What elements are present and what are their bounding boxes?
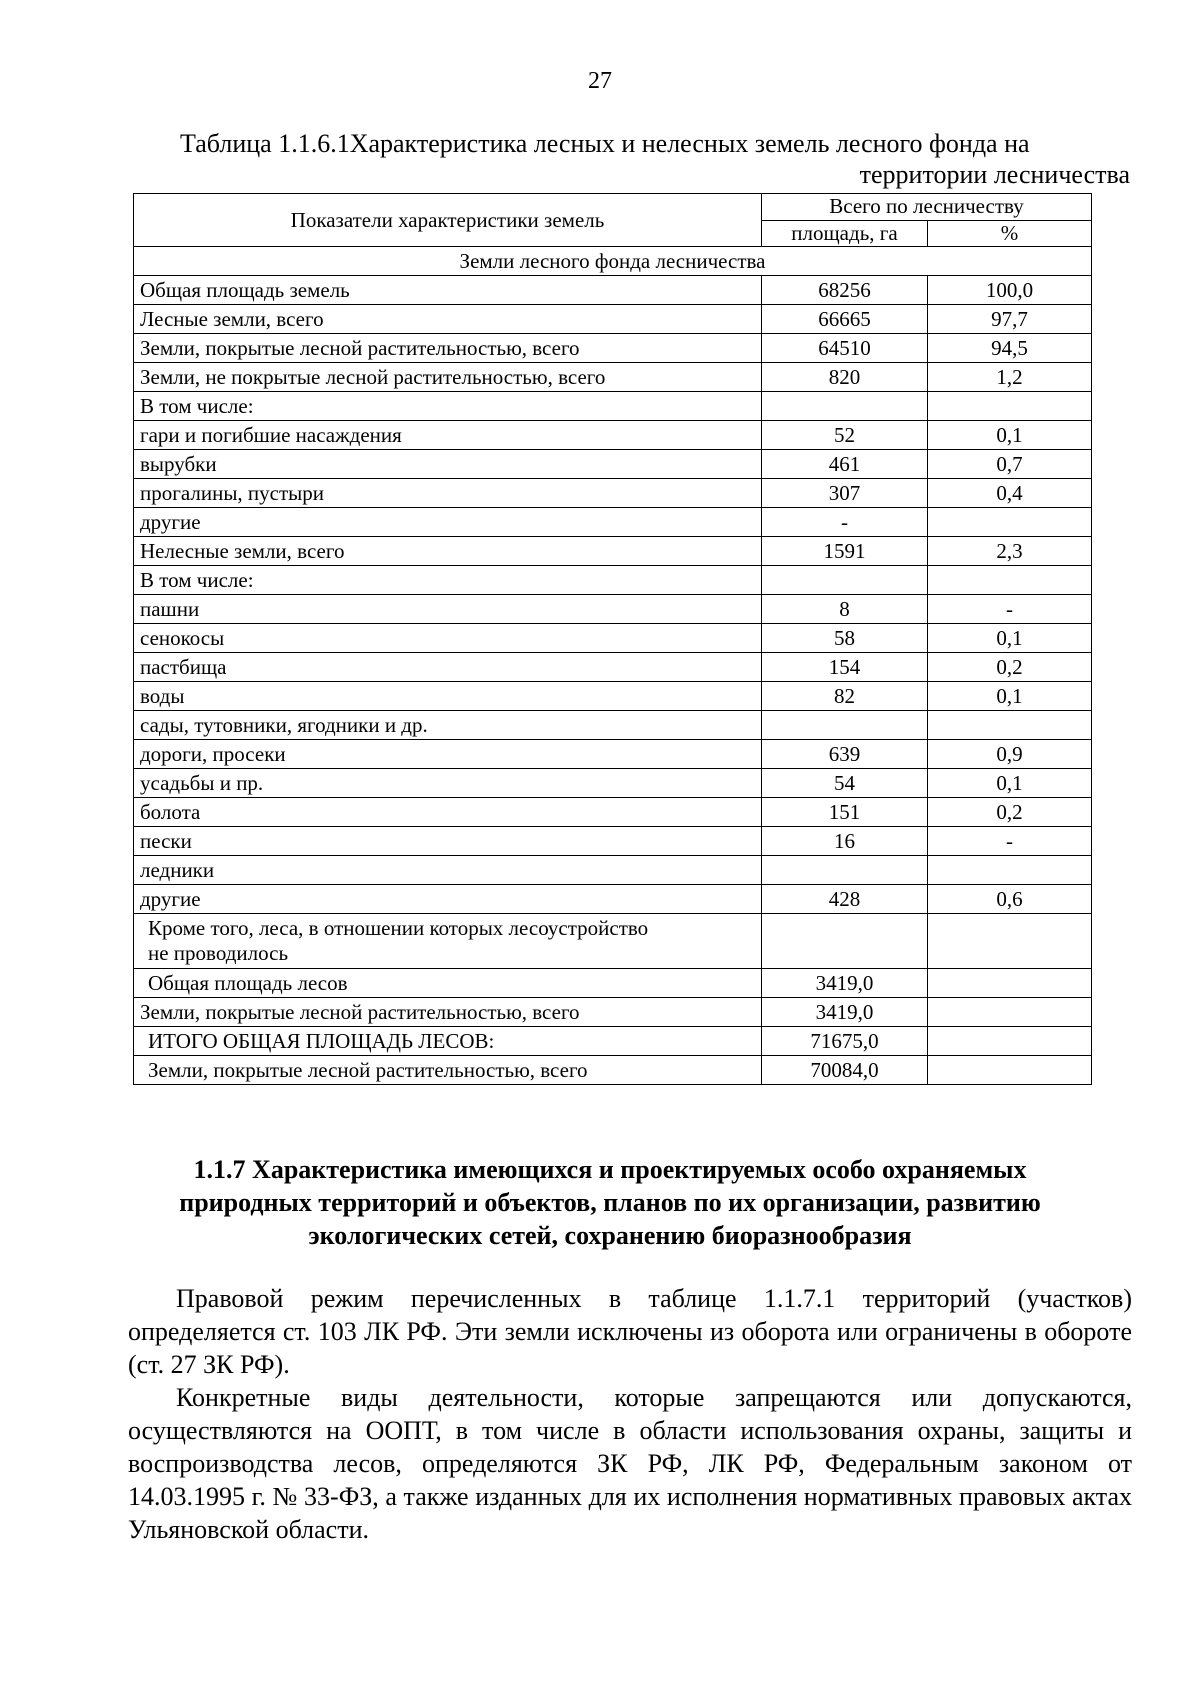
table-extra-row	[134, 998, 1092, 1027]
table-caption	[180, 128, 1130, 190]
row-area: 820	[762, 363, 928, 392]
row-area	[762, 856, 928, 885]
table-row	[134, 769, 1092, 798]
row-label: воды	[134, 682, 762, 711]
table-extra-row	[134, 1027, 1092, 1056]
extra-row-label: ИТОГО ОБЩАЯ ПЛОЩАДЬ ЛЕСОВ:	[134, 1027, 762, 1056]
row-percent: 1,2	[928, 363, 1092, 392]
row-area: 307	[762, 479, 928, 508]
row-label: Земли, покрытые лесной растительностью, всего	[134, 334, 762, 363]
row-area: 52	[762, 421, 928, 450]
table-row	[134, 363, 1092, 392]
extra-row-label: Земли, покрытые лесной растительностью, всего	[134, 998, 762, 1027]
extra-row-percent	[928, 1027, 1092, 1056]
row-label: ледники	[134, 856, 762, 885]
row-percent	[928, 711, 1092, 740]
row-label: вырубки	[134, 450, 762, 479]
row-area	[762, 566, 928, 595]
extra-row-percent	[928, 969, 1092, 998]
table-section-row	[134, 247, 1092, 276]
paragraph-legal-regime: Правовой режим перечисленных в таблице 1.1.7.1 территорий (участков) определяется ст. 103 ЛК РФ. Эти земли исключены из оборота или ограничены в обороте (ст. 27 ЗК РФ).	[128, 1284, 1132, 1379]
extra-row-percent	[928, 1056, 1092, 1085]
land-characteristics-table	[133, 193, 1092, 1085]
row-label: прогалины, пустыри	[134, 479, 762, 508]
table-row	[134, 305, 1092, 334]
table-row	[134, 856, 1092, 885]
row-area: 639	[762, 740, 928, 769]
row-area	[762, 392, 928, 421]
table-extra-row	[134, 1056, 1092, 1085]
row-percent: 0,1	[928, 682, 1092, 711]
note-line1: Кроме того, леса, в отношении которых лесоустройство	[148, 916, 649, 940]
row-label: В том числе:	[134, 566, 762, 595]
row-area: 154	[762, 653, 928, 682]
row-area: 428	[762, 885, 928, 914]
table-header-row	[134, 194, 1092, 221]
extra-row-area: 3419,0	[762, 969, 928, 998]
row-percent: -	[928, 595, 1092, 624]
row-percent: 0,2	[928, 653, 1092, 682]
table-note-row	[134, 914, 1092, 969]
row-percent: 100,0	[928, 276, 1092, 305]
extra-row-label: Земли, покрытые лесной растительностью, всего	[134, 1056, 762, 1085]
row-area: 54	[762, 769, 928, 798]
row-percent: 2,3	[928, 537, 1092, 566]
table-row	[134, 798, 1092, 827]
row-area: -	[762, 508, 928, 537]
row-label: В том числе:	[134, 392, 762, 421]
section-title-line3: экологических сетей, сохранению биоразнообразия	[308, 1221, 912, 1250]
row-percent: 97,7	[928, 305, 1092, 334]
row-area	[762, 711, 928, 740]
row-label: другие	[134, 508, 762, 537]
table-caption-line1: Таблица 1.1.6.1Характеристика лесных и нелесных земель лесного фонда на	[180, 129, 1030, 158]
extra-row-label: Общая площадь лесов	[134, 969, 762, 998]
section-title	[130, 1153, 1090, 1252]
table-row	[134, 450, 1092, 479]
row-percent: 94,5	[928, 334, 1092, 363]
row-percent	[928, 392, 1092, 421]
row-label: сады, тутовники, ягодники и др.	[134, 711, 762, 740]
row-label: усадьбы и пр.	[134, 769, 762, 798]
note-area	[762, 914, 928, 969]
row-area: 16	[762, 827, 928, 856]
note-line2: не проводилось	[148, 941, 289, 965]
table-row	[134, 624, 1092, 653]
page-number: 27	[588, 68, 612, 94]
extra-row-area: 71675,0	[762, 1027, 928, 1056]
extra-row-area: 70084,0	[762, 1056, 928, 1085]
note-label	[134, 914, 762, 969]
row-percent: 0,4	[928, 479, 1092, 508]
table-row	[134, 537, 1092, 566]
row-percent: 0,1	[928, 769, 1092, 798]
note-percent	[928, 914, 1092, 969]
row-percent: 0,9	[928, 740, 1092, 769]
row-area: 82	[762, 682, 928, 711]
row-area: 1591	[762, 537, 928, 566]
table-caption-line2: территории лесничества	[859, 160, 1130, 189]
row-label: пески	[134, 827, 762, 856]
table-row	[134, 508, 1092, 537]
table-row	[134, 885, 1092, 914]
row-area: 461	[762, 450, 928, 479]
row-label: Земли, не покрытые лесной растительностью, всего	[134, 363, 762, 392]
header-total-group: Всего по лесничеству	[762, 194, 1092, 221]
table-row	[134, 334, 1092, 363]
row-label: пастбища	[134, 653, 762, 682]
row-percent: 0,7	[928, 450, 1092, 479]
row-label: дороги, просеки	[134, 740, 762, 769]
row-label: Общая площадь земель	[134, 276, 762, 305]
row-area: 68256	[762, 276, 928, 305]
table-row	[134, 392, 1092, 421]
table-extra-row	[134, 969, 1092, 998]
row-percent	[928, 856, 1092, 885]
table-row	[134, 421, 1092, 450]
row-percent	[928, 508, 1092, 537]
extra-row-percent	[928, 998, 1092, 1027]
table-row	[134, 827, 1092, 856]
table-row	[134, 653, 1092, 682]
row-label: пашни	[134, 595, 762, 624]
row-percent: 0,6	[928, 885, 1092, 914]
table-row	[134, 479, 1092, 508]
table-row	[134, 711, 1092, 740]
section-row-label: Земли лесного фонда лесничества	[134, 247, 1092, 276]
section-title-line1: 1.1.7 Характеристика имеющихся и проектируемых особо охраняемых	[193, 1155, 1027, 1184]
table-row	[134, 740, 1092, 769]
row-label: гари и погибшие насаждения	[134, 421, 762, 450]
row-percent: 0,2	[928, 798, 1092, 827]
row-label: Лесные земли, всего	[134, 305, 762, 334]
row-area: 8	[762, 595, 928, 624]
row-percent: 0,1	[928, 624, 1092, 653]
row-percent: 0,1	[928, 421, 1092, 450]
row-area: 64510	[762, 334, 928, 363]
table-row	[134, 595, 1092, 624]
row-area: 151	[762, 798, 928, 827]
row-label: другие	[134, 885, 762, 914]
row-label: болота	[134, 798, 762, 827]
row-area: 58	[762, 624, 928, 653]
section-title-line2: природных территорий и объектов, планов по их организации, развитию	[179, 1188, 1041, 1217]
row-area: 66665	[762, 305, 928, 334]
row-percent: -	[928, 827, 1092, 856]
table-row	[134, 682, 1092, 711]
row-label: Нелесные земли, всего	[134, 537, 762, 566]
header-area: площадь, га	[762, 220, 928, 247]
extra-row-area: 3419,0	[762, 998, 928, 1027]
header-percent: %	[928, 220, 1092, 247]
row-label: сенокосы	[134, 624, 762, 653]
table-row	[134, 566, 1092, 595]
row-percent	[928, 566, 1092, 595]
paragraph-activities: Конкретные виды деятельности, которые запрещаются или допускаются, осуществляются на ООПТ, в том числе в области использования охраны, защиты и воспроизводства лесов, определяются ЗК РФ, ЛК РФ, Федеральным законом от 14.03.1995 г. № 33-ФЗ, а также изданных для их исполнения нормативных правовых актах Ульяновской области.	[128, 1383, 1132, 1544]
header-indicator: Показатели характеристики земель	[134, 194, 762, 247]
table-row	[134, 276, 1092, 305]
